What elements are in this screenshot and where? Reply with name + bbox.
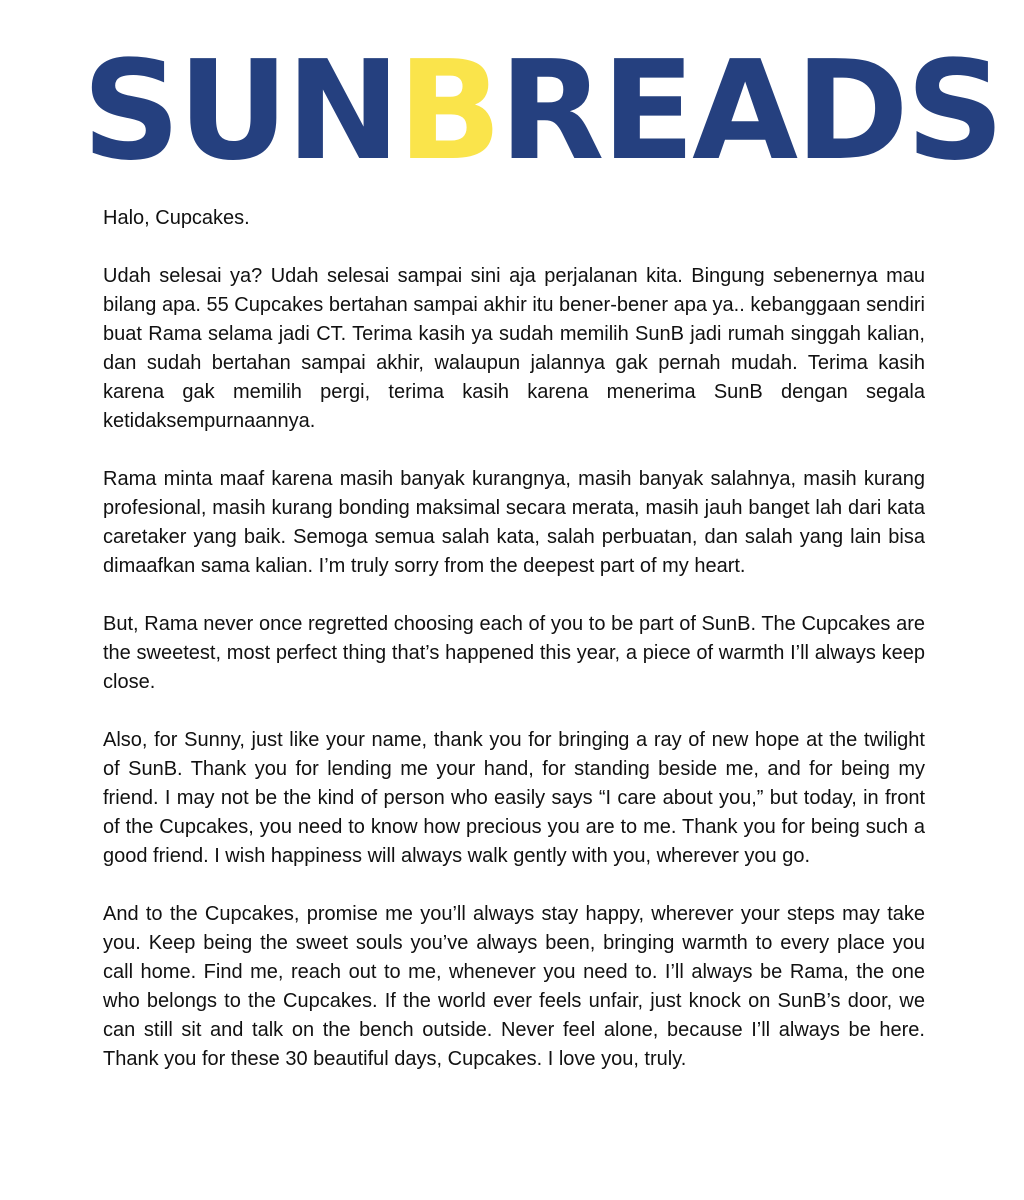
letter-body (103, 204, 925, 1103)
letter-greeting: Halo, Cupcakes. (103, 207, 250, 229)
letter-paragraph-2: Rama minta maaf karena masih banyak kurangnya, masih banyak salahnya, masih kurang profesional, masih kurang bonding maksimal secara merata, masih jauh banget lah dari kata caretaker yang baik. Semoga semua salah kata, salah perbuatan, dan salah yang lain bisa dimaafkan sama kalian. I’m truly sorry from the deepest part of my heart. (103, 468, 925, 577)
letter-paragraph-5: And to the Cupcakes, promise me you’ll always stay happy, wherever your steps may take you. Keep being the sweet souls you’ve always been, bringing warmth to every place you call home. Find me, reach out to me, whenever you need to. I’ll always be Rama, the one who belongs to the Cupcakes. If the world ever feels unfair, just knock on SunB’s door, we can still sit and talk on the bench outside. Never feel alone, because I’ll always be here. Thank you for these 30 beautiful days, Cupcakes. I love you, truly. (103, 903, 925, 1070)
sunbreads-logo (82, 32, 1002, 191)
logo-text-reads: READS (499, 32, 1002, 191)
letter-paragraph-4: Also, for Sunny, just like your name, thank you for bringing a ray of new hope at the twilight of SunB. Thank you for lending me your hand, for standing beside me, and for being my friend. I may not be the kind of person who easily says “I care about you,” but today, in front of the Cupcakes, you need to know how precious you are to me. Thank you for being such a good friend. I wish happiness will always walk gently with you, wherever you go. (103, 729, 925, 867)
letter-paragraph-3: But, Rama never once regretted choosing each of you to be part of SunB. The Cupcakes are the sweetest, most perfect thing that’s happened this year, a piece of warmth I’ll always keep close. (103, 613, 925, 693)
letter-paragraph-1: Udah selesai ya? Udah selesai sampai sini aja perjalanan kita. Bingung sebenernya mau bilang apa. 55 Cupcakes bertahan sampai akhir itu bener-bener apa ya.. kebanggaan sendiri buat Rama selama jadi CT. Terima kasih ya sudah memilih SunB jadi rumah singgah kalian, dan sudah bertahan sampai akhir, walaupun jalannya gak pernah mudah. Terima kasih karena gak memilih pergi, terima kasih karena menerima SunB dengan segala ketidaksempurnaannya. (103, 265, 925, 432)
logo-text-sun: SUN (82, 32, 398, 191)
logo-text-b: B (397, 32, 500, 191)
